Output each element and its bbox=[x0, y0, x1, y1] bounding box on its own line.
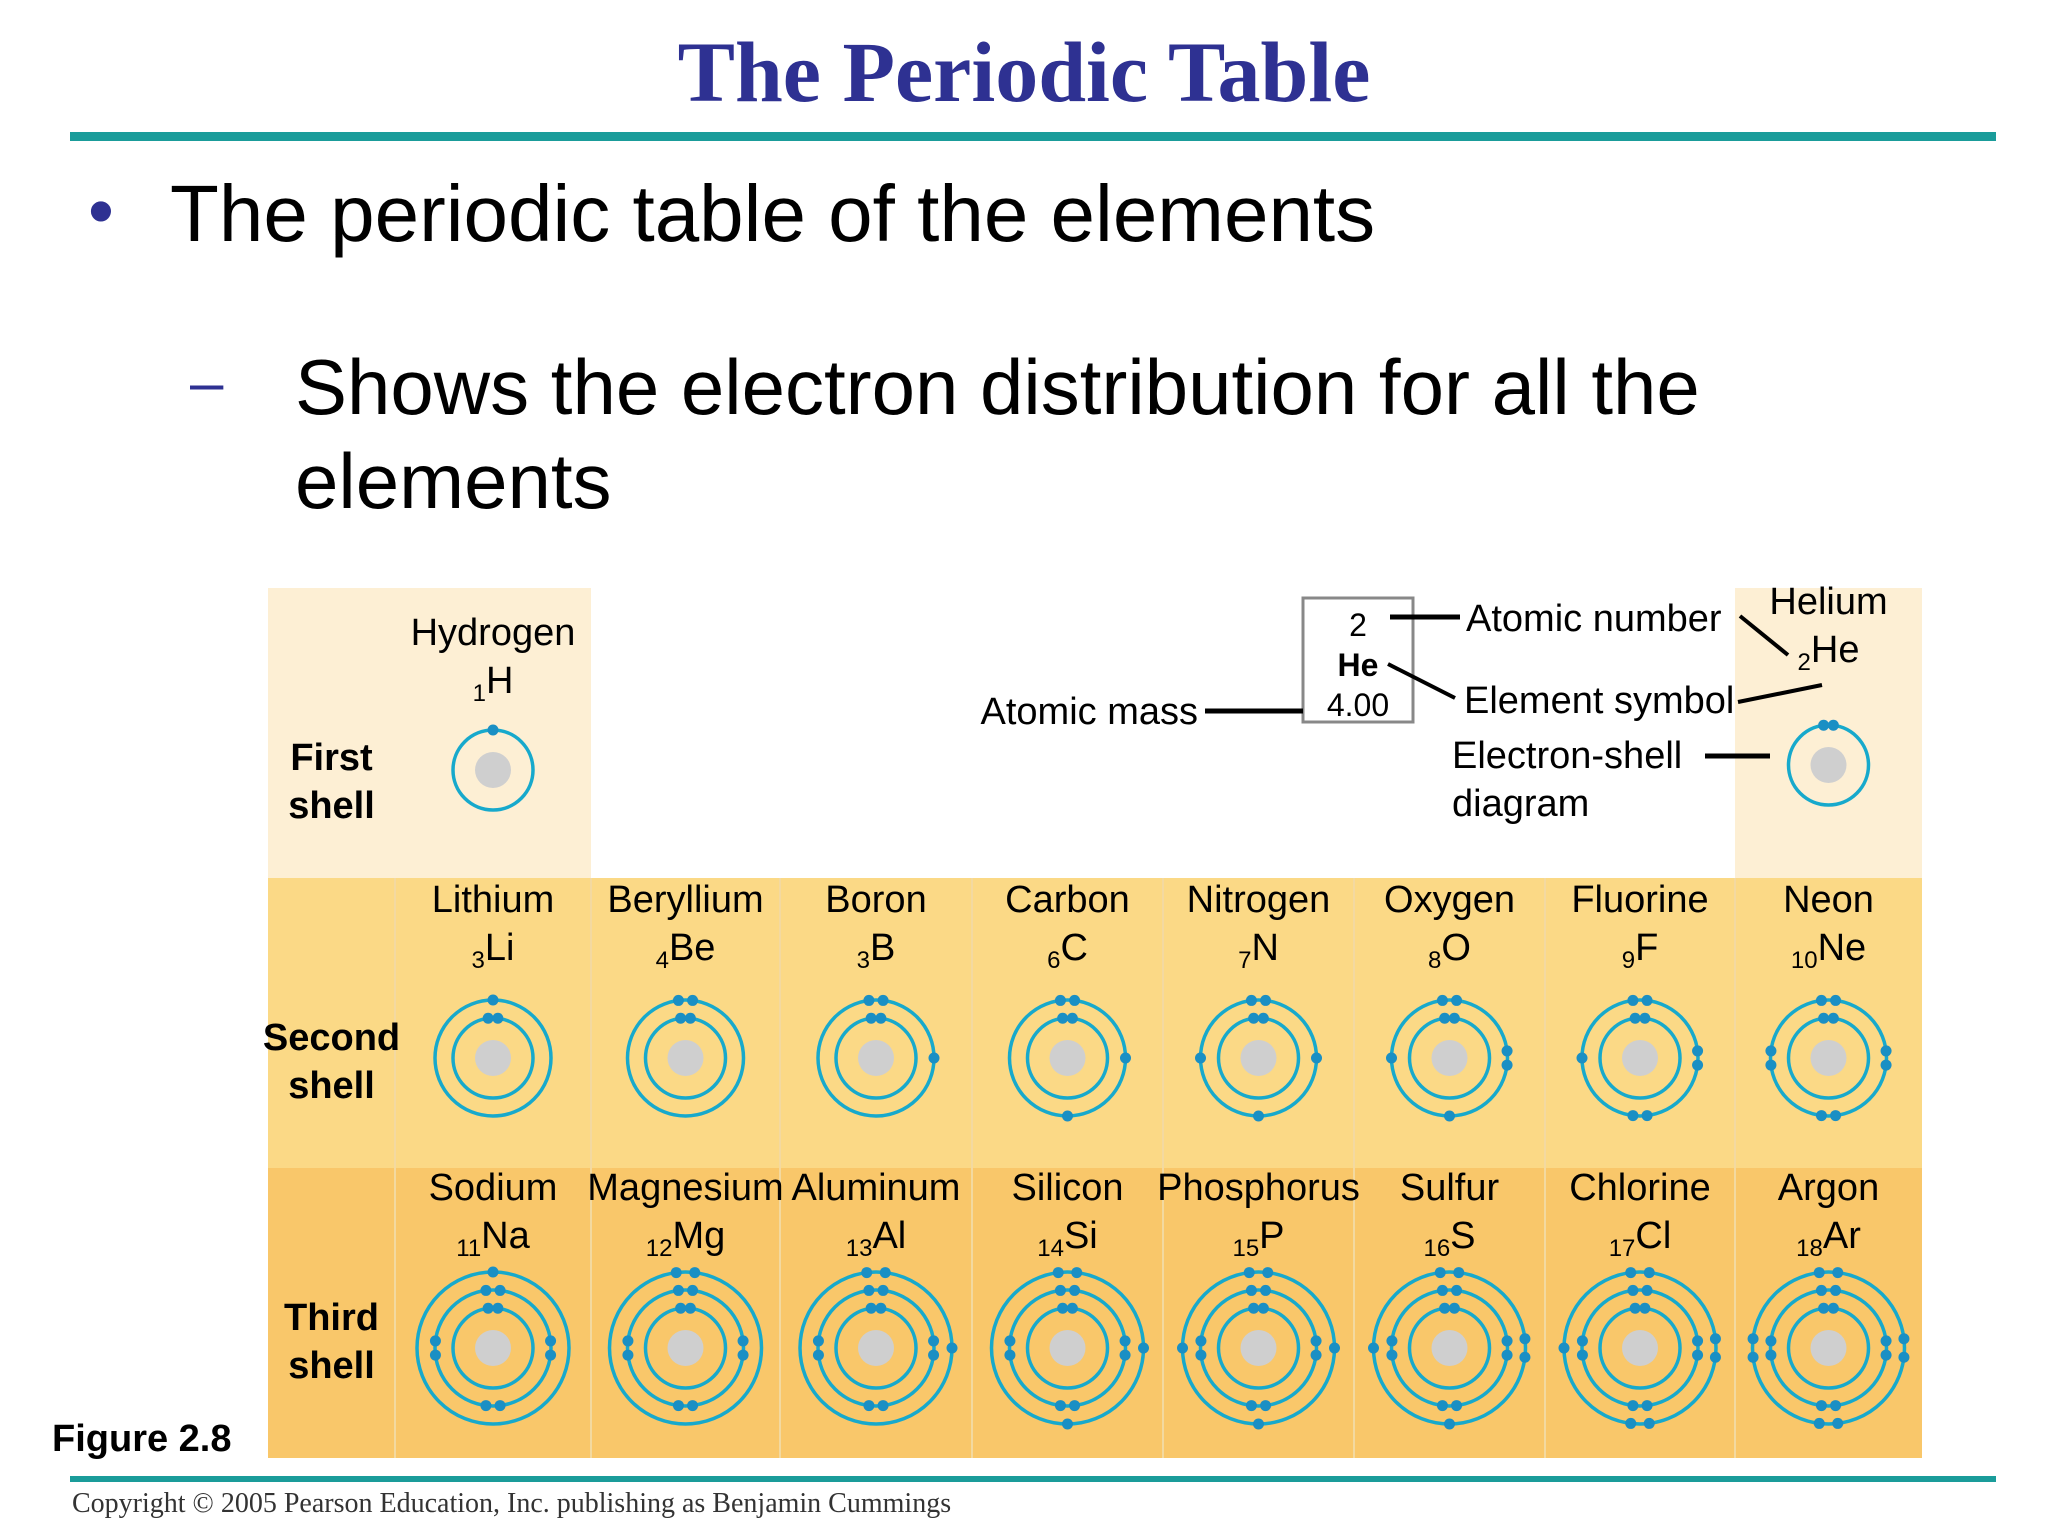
electron bbox=[1502, 1060, 1513, 1071]
electron bbox=[488, 1267, 499, 1278]
electron bbox=[878, 1285, 889, 1296]
electron bbox=[1710, 1352, 1721, 1363]
electron bbox=[1311, 1350, 1322, 1361]
electron bbox=[1639, 1013, 1650, 1024]
copyright-text: Copyright © 2005 Pearson Education, Inc. publishing as Benjamin Cummings bbox=[72, 1488, 952, 1519]
element-symbol: $_3$Li bbox=[471, 927, 515, 974]
electron bbox=[1644, 1267, 1655, 1278]
electron bbox=[495, 1285, 506, 1296]
nucleus bbox=[1811, 747, 1847, 783]
nucleus bbox=[1241, 1040, 1277, 1076]
electron bbox=[1260, 995, 1271, 1006]
element-name: Magnesium bbox=[587, 1167, 784, 1209]
nucleus bbox=[1050, 1040, 1086, 1076]
electron bbox=[1120, 1350, 1131, 1361]
electron bbox=[1828, 720, 1839, 731]
element-symbol-label: Element symbol bbox=[1464, 680, 1735, 722]
electron bbox=[1071, 1267, 1082, 1278]
electron bbox=[673, 1285, 684, 1296]
electron bbox=[1627, 1110, 1638, 1121]
electron bbox=[1386, 1335, 1397, 1346]
shell-label: Second shell bbox=[262, 1017, 401, 1107]
figure-label: Figure 2.8 bbox=[52, 1418, 232, 1460]
nucleus bbox=[668, 1040, 704, 1076]
element-name: Phosphorus bbox=[1157, 1167, 1360, 1209]
electron bbox=[1246, 1285, 1257, 1296]
electron bbox=[1816, 1285, 1827, 1296]
electron bbox=[1057, 1013, 1068, 1024]
element-symbol: $_9$F bbox=[1621, 927, 1659, 974]
electron bbox=[1765, 1335, 1776, 1346]
key-atomic-number: 2 bbox=[1349, 607, 1367, 643]
electron bbox=[545, 1335, 556, 1346]
electron bbox=[673, 1400, 684, 1411]
electron bbox=[685, 1013, 696, 1024]
electron bbox=[1881, 1335, 1892, 1346]
element-symbol: $_{10}$Ne bbox=[1790, 927, 1867, 974]
electron bbox=[1692, 1060, 1703, 1071]
electron bbox=[1177, 1343, 1188, 1354]
atomic-number-label: Atomic number bbox=[1466, 598, 1722, 640]
electron bbox=[1577, 1053, 1588, 1064]
electron bbox=[878, 1400, 889, 1411]
electron bbox=[1248, 1013, 1259, 1024]
electron bbox=[1451, 995, 1462, 1006]
shell-label: Third shell bbox=[284, 1297, 379, 1387]
electron bbox=[480, 1400, 491, 1411]
electron bbox=[1519, 1352, 1530, 1363]
electron bbox=[1244, 1267, 1255, 1278]
bullet-icon: • bbox=[88, 169, 114, 252]
electron bbox=[1639, 1303, 1650, 1314]
electron bbox=[1253, 1111, 1264, 1122]
electron bbox=[1627, 995, 1638, 1006]
electron bbox=[1577, 1350, 1588, 1361]
electron bbox=[1625, 1267, 1636, 1278]
element-name: Beryllium bbox=[607, 879, 764, 921]
element-symbol: $_{15}$P bbox=[1232, 1215, 1285, 1262]
element-name: Argon bbox=[1777, 1167, 1880, 1209]
nucleus bbox=[858, 1330, 894, 1366]
element-symbol: $_2$He bbox=[1797, 629, 1860, 676]
electron bbox=[1253, 1419, 1264, 1430]
electron bbox=[480, 1285, 491, 1296]
electron bbox=[687, 1400, 698, 1411]
element-name: Helium bbox=[1769, 581, 1888, 623]
electron bbox=[1260, 1285, 1271, 1296]
element-symbol: $_{13}$Al bbox=[845, 1215, 907, 1262]
element-symbol: $_{14}$Si bbox=[1037, 1215, 1098, 1262]
electron bbox=[1055, 1400, 1066, 1411]
electron bbox=[861, 1267, 872, 1278]
electron bbox=[1898, 1333, 1909, 1344]
bullet-text: The periodic table of the elements bbox=[170, 169, 1376, 258]
row2-bg bbox=[268, 878, 1922, 1168]
electron bbox=[738, 1335, 749, 1346]
electron bbox=[1444, 1419, 1455, 1430]
electron bbox=[1439, 1013, 1450, 1024]
electron bbox=[1692, 1350, 1703, 1361]
electron bbox=[1449, 1303, 1460, 1314]
element-symbol: $_{16}$S bbox=[1423, 1215, 1476, 1262]
electron bbox=[1246, 1400, 1257, 1411]
electron bbox=[1246, 995, 1257, 1006]
electron bbox=[1630, 1303, 1641, 1314]
electron bbox=[875, 1013, 886, 1024]
electron bbox=[1642, 1285, 1653, 1296]
electron bbox=[1830, 1285, 1841, 1296]
electron bbox=[622, 1350, 633, 1361]
electron bbox=[1004, 1350, 1015, 1361]
key-mass: 4.00 bbox=[1326, 687, 1390, 723]
element-name: Fluorine bbox=[1571, 879, 1709, 921]
electron bbox=[1502, 1350, 1513, 1361]
element-symbol: $_{11}$Na bbox=[456, 1215, 530, 1262]
element-symbol: $_3$B bbox=[856, 927, 896, 974]
electron bbox=[1832, 1267, 1843, 1278]
electron bbox=[685, 1303, 696, 1314]
electron bbox=[1765, 1350, 1776, 1361]
electron bbox=[1069, 1285, 1080, 1296]
electron bbox=[430, 1350, 441, 1361]
nucleus bbox=[1622, 1040, 1658, 1076]
element-name: Carbon bbox=[1005, 879, 1130, 921]
electron bbox=[1451, 1285, 1462, 1296]
electron bbox=[1765, 1060, 1776, 1071]
electron bbox=[488, 995, 499, 1006]
electron bbox=[1828, 1303, 1839, 1314]
electron bbox=[1260, 1400, 1271, 1411]
electron bbox=[1258, 1013, 1269, 1024]
electron bbox=[1814, 1267, 1825, 1278]
electron bbox=[1830, 1400, 1841, 1411]
element-name: Boron bbox=[825, 879, 927, 921]
electron bbox=[880, 1267, 891, 1278]
electron bbox=[947, 1343, 958, 1354]
element-name: Lithium bbox=[431, 879, 555, 921]
electron bbox=[1630, 1013, 1641, 1024]
electron bbox=[1311, 1335, 1322, 1346]
electron bbox=[1195, 1350, 1206, 1361]
nucleus bbox=[1241, 1330, 1277, 1366]
electron bbox=[1053, 1267, 1064, 1278]
electron bbox=[738, 1350, 749, 1361]
electron bbox=[1692, 1045, 1703, 1056]
electron bbox=[1444, 1111, 1455, 1122]
footer-divider bbox=[70, 1476, 1996, 1482]
electron bbox=[928, 1335, 939, 1346]
nucleus bbox=[1050, 1330, 1086, 1366]
electron bbox=[687, 995, 698, 1006]
electron bbox=[813, 1335, 824, 1346]
electron bbox=[1816, 1400, 1827, 1411]
nucleus bbox=[475, 752, 511, 788]
element-symbol: $_1$H bbox=[472, 660, 514, 707]
nucleus bbox=[1432, 1330, 1468, 1366]
electron bbox=[1519, 1333, 1530, 1344]
key-symbol: He bbox=[1337, 647, 1379, 683]
electron bbox=[863, 995, 874, 1006]
electron bbox=[1816, 1110, 1827, 1121]
electron bbox=[1062, 1419, 1073, 1430]
electron bbox=[1816, 995, 1827, 1006]
electron bbox=[430, 1335, 441, 1346]
element-symbol: $_{17}$Cl bbox=[1608, 1215, 1672, 1262]
electron bbox=[1368, 1343, 1379, 1354]
electron bbox=[1451, 1400, 1462, 1411]
electron bbox=[1818, 1013, 1829, 1024]
electron bbox=[1248, 1303, 1259, 1314]
electron bbox=[1898, 1352, 1909, 1363]
element-name: Sulfur bbox=[1399, 1167, 1500, 1209]
electron bbox=[1710, 1333, 1721, 1344]
electron bbox=[483, 1303, 494, 1314]
electron bbox=[1439, 1303, 1450, 1314]
electron bbox=[1627, 1285, 1638, 1296]
electron bbox=[1069, 1400, 1080, 1411]
nucleus bbox=[668, 1330, 704, 1366]
electron bbox=[1195, 1053, 1206, 1064]
element-name: Aluminum bbox=[791, 1167, 961, 1209]
electron bbox=[1748, 1333, 1759, 1344]
dash-icon: – bbox=[190, 349, 224, 416]
nucleus bbox=[1811, 1040, 1847, 1076]
electron bbox=[687, 1285, 698, 1296]
electron bbox=[1004, 1335, 1015, 1346]
electron bbox=[483, 1013, 494, 1024]
slide-title: The Periodic Table bbox=[677, 24, 1371, 120]
electron bbox=[1765, 1045, 1776, 1056]
electron bbox=[1120, 1053, 1131, 1064]
electron bbox=[1262, 1267, 1273, 1278]
nucleus bbox=[475, 1040, 511, 1076]
electron bbox=[675, 1303, 686, 1314]
element-symbol: $_4$Be bbox=[655, 927, 716, 974]
element-name: Hydrogen bbox=[410, 612, 576, 654]
nucleus bbox=[1432, 1040, 1468, 1076]
electron bbox=[492, 1013, 503, 1024]
nucleus bbox=[1811, 1330, 1847, 1366]
element-name: Oxygen bbox=[1384, 879, 1515, 921]
electron bbox=[1329, 1343, 1340, 1354]
electron bbox=[1692, 1335, 1703, 1346]
electron bbox=[1881, 1045, 1892, 1056]
electron bbox=[1748, 1352, 1759, 1363]
element-name: Sodium bbox=[428, 1167, 558, 1209]
electron bbox=[1577, 1335, 1588, 1346]
nucleus bbox=[858, 1040, 894, 1076]
electron bbox=[1502, 1335, 1513, 1346]
electron bbox=[1195, 1335, 1206, 1346]
electron bbox=[863, 1285, 874, 1296]
electron bbox=[928, 1350, 939, 1361]
electron bbox=[863, 1400, 874, 1411]
electron bbox=[1067, 1013, 1078, 1024]
element-symbol: $_8$O bbox=[1428, 927, 1471, 974]
electron bbox=[1055, 995, 1066, 1006]
electron bbox=[1311, 1053, 1322, 1064]
electron bbox=[929, 1053, 940, 1064]
element-symbol: $_{12}$Mg bbox=[645, 1215, 726, 1262]
electron bbox=[1642, 995, 1653, 1006]
electron bbox=[675, 1013, 686, 1024]
electron bbox=[1625, 1418, 1636, 1429]
electron bbox=[492, 1303, 503, 1314]
electron bbox=[1258, 1303, 1269, 1314]
electron bbox=[1067, 1303, 1078, 1314]
element-name: Neon bbox=[1783, 879, 1874, 921]
electron bbox=[495, 1400, 506, 1411]
element-symbol: $_6$C bbox=[1047, 927, 1088, 974]
electron bbox=[1120, 1335, 1131, 1346]
electron bbox=[1138, 1343, 1149, 1354]
shell-label: First shell bbox=[288, 737, 375, 827]
electron-shell-label: Electron-shell diagram bbox=[1452, 735, 1683, 825]
sub-bullet-text: Shows the electron distribution for all the elements bbox=[295, 343, 1700, 525]
electron bbox=[878, 995, 889, 1006]
element-symbol: $_7$N bbox=[1238, 927, 1279, 974]
nucleus bbox=[1622, 1330, 1658, 1366]
electron bbox=[1818, 720, 1829, 731]
electron bbox=[1830, 1110, 1841, 1121]
electron bbox=[1437, 1285, 1448, 1296]
electron bbox=[1435, 1267, 1446, 1278]
electron bbox=[1062, 1111, 1073, 1122]
electron bbox=[866, 1303, 877, 1314]
electron bbox=[875, 1303, 886, 1314]
electron bbox=[1644, 1418, 1655, 1429]
element-symbol: $_{18}$Ar bbox=[1796, 1215, 1861, 1262]
electron bbox=[1828, 1013, 1839, 1024]
electron bbox=[1627, 1400, 1638, 1411]
electron bbox=[1437, 995, 1448, 1006]
electron bbox=[488, 725, 499, 736]
electron bbox=[673, 995, 684, 1006]
electron bbox=[1386, 1350, 1397, 1361]
electron bbox=[866, 1013, 877, 1024]
electron bbox=[622, 1335, 633, 1346]
electron bbox=[1502, 1045, 1513, 1056]
electron bbox=[1881, 1350, 1892, 1361]
electron bbox=[1437, 1400, 1448, 1411]
atomic-mass-label: Atomic mass bbox=[980, 691, 1198, 733]
electron bbox=[689, 1267, 700, 1278]
electron bbox=[1449, 1013, 1460, 1024]
electron bbox=[1055, 1285, 1066, 1296]
element-name: Silicon bbox=[1011, 1167, 1124, 1209]
electron bbox=[1814, 1418, 1825, 1429]
electron bbox=[1069, 995, 1080, 1006]
electron bbox=[1832, 1418, 1843, 1429]
electron bbox=[1830, 995, 1841, 1006]
electron bbox=[1881, 1060, 1892, 1071]
element-name: Chlorine bbox=[1569, 1167, 1711, 1209]
electron bbox=[1559, 1343, 1570, 1354]
electron bbox=[1453, 1267, 1464, 1278]
electron bbox=[1642, 1400, 1653, 1411]
electron bbox=[1642, 1110, 1653, 1121]
electron bbox=[813, 1350, 824, 1361]
electron bbox=[1057, 1303, 1068, 1314]
electron bbox=[1386, 1053, 1397, 1064]
element-name: Nitrogen bbox=[1186, 879, 1331, 921]
electron bbox=[671, 1267, 682, 1278]
electron bbox=[545, 1350, 556, 1361]
nucleus bbox=[475, 1330, 511, 1366]
electron bbox=[1818, 1303, 1829, 1314]
